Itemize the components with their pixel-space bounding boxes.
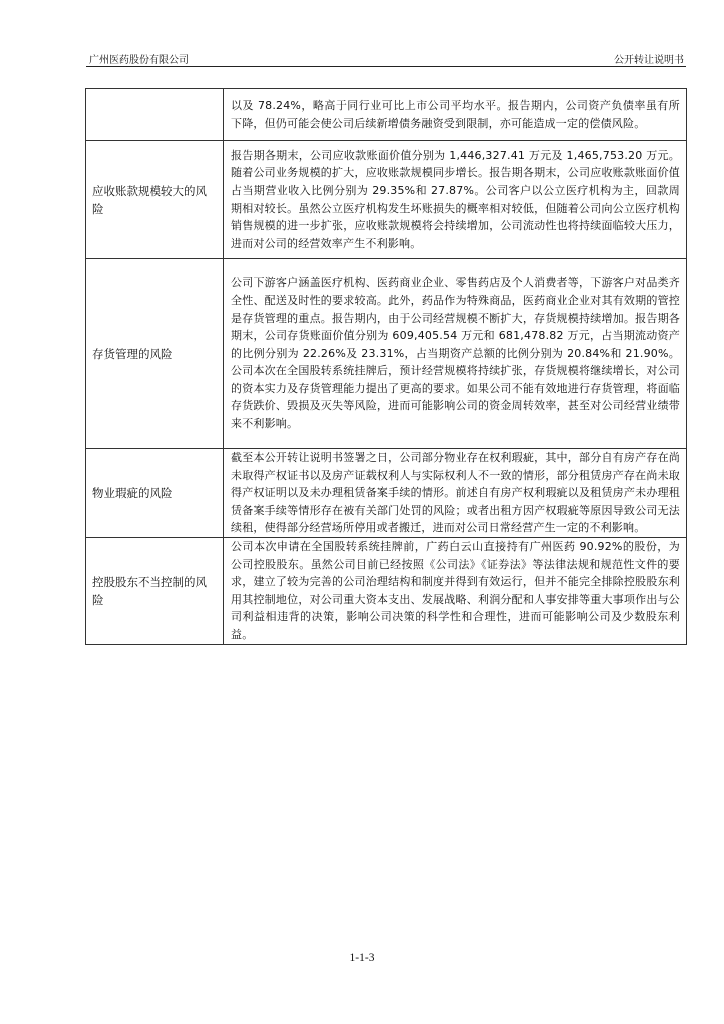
table-row bbox=[86, 537, 687, 644]
risk-description-cell: 公司本次申请在全国股转系统挂牌前，广药白云山直接持有广州医药 90.92%的股份，为公司控股股东。虽然公司目前已经按照《公司法》《证券法》等法律法规和规范性文件的要求，建立了较为完善的公司治理结构和制度并得到有效运行，但并不能完全排除控股股东利用其控制地位，对公司重大资本支出、发展战略、利润分配和人事安排等重大事项作出与公司利益相违背的决策，影响公司决策的科学性和合理性，进而可能影响公司及少数股东利益。 bbox=[224, 537, 687, 644]
table-row bbox=[86, 259, 687, 449]
company-name: 广州医药股份有限公司 bbox=[89, 55, 189, 66]
table-row bbox=[86, 141, 687, 259]
risk-name-cell: 应收账款规模较大的风险 bbox=[86, 141, 224, 259]
risk-description-cell: 以及 78.24%，略高于同行业可比上市公司平均水平。报告期内，公司资产负债率虽有所下降，但仍可能会使公司后续新增债务融资受到限制，亦可能造成一定的偿债风险。 bbox=[224, 89, 687, 141]
page-header bbox=[86, 48, 686, 66]
risk-name-cell: 存货管理的风险 bbox=[86, 259, 224, 449]
document-title: 公开转让说明书 bbox=[614, 55, 684, 66]
header-divider bbox=[86, 66, 686, 67]
risk-description-cell: 公司下游客户涵盖医疗机构、医药商业企业、零售药店及个人消费者等，下游客户对品类齐全性、配送及时性的要求较高。此外，药品作为特殊商品，医药商业企业对其有效期的管控是存货管理的重点。报告期内，由于公司经营规模不断扩大，存货规模持续增加。报告期各期末，公司存货账面价值分别为 609,405.54 万元和 681,478.82 万元，占当期流动资产的比例分别为 22.26%及 23.31%，占当期资产总额的比例分别为 20.84%和 21.90%。公司本次在全国股转系统挂牌后，预计经营规模将持续扩张，存货规模将继续增长，对公司的资本实力及存货管理能力提出了更高的要求。如果公司不能有效地进行存货管理，将面临存货跌价、毁损及灭失等风险，进而可能影响公司的资金周转效率，甚至对公司经营业绩带来不利影响。 bbox=[224, 259, 687, 449]
risk-description-cell: 截至本公开转让说明书签署之日，公司部分物业存在权利瑕疵，其中，部分自有房产存在尚未取得产权证书以及房产证载权利人与实际权利人不一致的情形，部分租赁房产存在尚未取得产权证明以及未办理租赁备案手续的情形。前述自有房产权利瑕疵以及租赁房产未办理租赁备案手续等情形存在被有关部门处罚的风险；或者出租方因产权瑕疵等原因导致公司无法续租，使得部分经营场所停用或者搬迁，进而对公司日常经营产生一定的不利影响。 bbox=[224, 449, 687, 538]
risk-name-cell bbox=[86, 89, 224, 141]
risk-factors-table bbox=[85, 88, 687, 645]
table-row bbox=[86, 449, 687, 538]
risk-name-cell: 物业瑕疵的风险 bbox=[86, 449, 224, 538]
page-number: 1-1-3 bbox=[349, 952, 375, 964]
table-row bbox=[86, 89, 687, 141]
risk-name-cell: 控股股东不当控制的风险 bbox=[86, 537, 224, 644]
risk-description-cell: 报告期各期末，公司应收款账面价值分别为 1,446,327.41 万元及 1,465,753.20 万元。随着公司业务规模的扩大，应收账款规模同步增长。报告期各期末，公司应收账款账面价值占当期营业收入比例分别为 29.35%和 27.87%。公司客户以公立医疗机构为主，回款周期相对较长。虽然公立医疗机构发生坏账损失的概率相对较低，但随着公司向公立医疗机构销售规模的进一步扩张，应收账款规模将会持续增加，公司流动性也将持续面临较大压力，进而对公司的经营效率产生不利影响。 bbox=[224, 141, 687, 259]
